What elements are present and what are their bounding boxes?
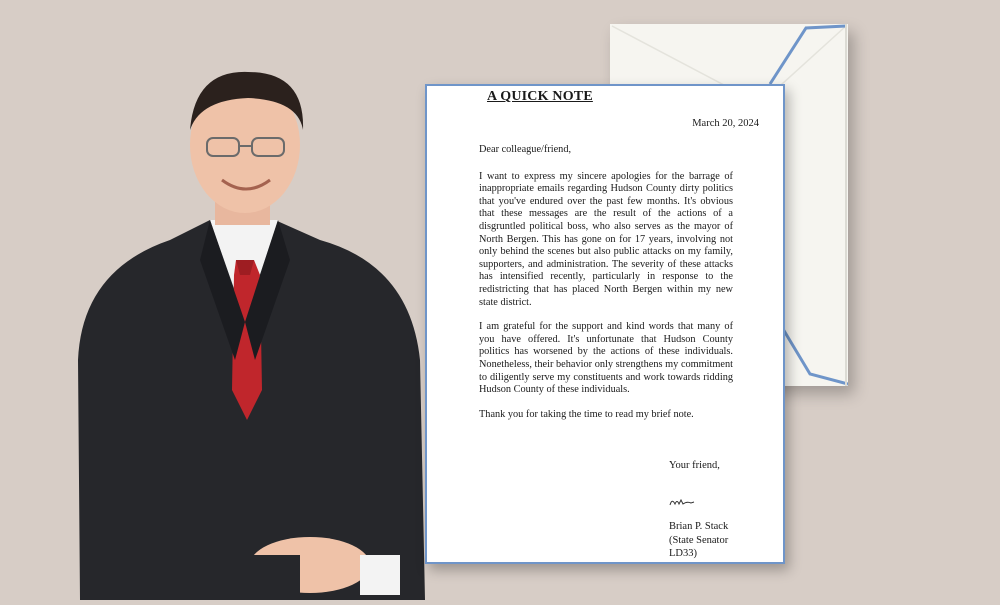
letter-body: [479, 144, 733, 433]
signer-name: Brian P. Stack: [669, 521, 729, 532]
signer-title-line1: (State Senator: [669, 534, 729, 546]
signature-mark: [669, 496, 695, 508]
letter-title: A QUICK NOTE: [487, 89, 593, 104]
signer-block: [669, 520, 769, 561]
letter-closing: Your friend,: [669, 460, 720, 471]
letter-greeting: Dear colleague/friend,: [479, 144, 572, 155]
letter-paragraph-3: Thank you for taking the time to read my brief note.: [479, 408, 694, 420]
letter-date: March 20, 2024: [692, 118, 759, 129]
letter-paragraph-2: I am grateful for the support and kind words that many of you have offered. It's unfortunate that Hudson County politics has worsened by the actions of these individuals. Nonetheless, their behavior only strengthens my commitment to diligently serve my constituents and work towards ridding Hudson County of these individuals.: [479, 321, 733, 396]
signer-title-line2: LD33): [669, 548, 697, 559]
letter-paragraph-1: I want to express my sincere apologies for the barrage of inappropriate emails regarding Hudson County dirty politics that you've endured over the past few months. It's obvious that these messages are the result of the actions of a disgruntled political boss, who also serves as the mayor of North Bergen. This has gone on for 17 years, involving not only behind the scenes but also public attacks on my family, supporters, and administration. The severity of these attacks has intensified recently, particularly in response to the redistricting that has placed North Bergen within my new state district.: [479, 170, 733, 308]
portrait-photo: [60, 60, 430, 600]
letter-page: [425, 84, 785, 564]
